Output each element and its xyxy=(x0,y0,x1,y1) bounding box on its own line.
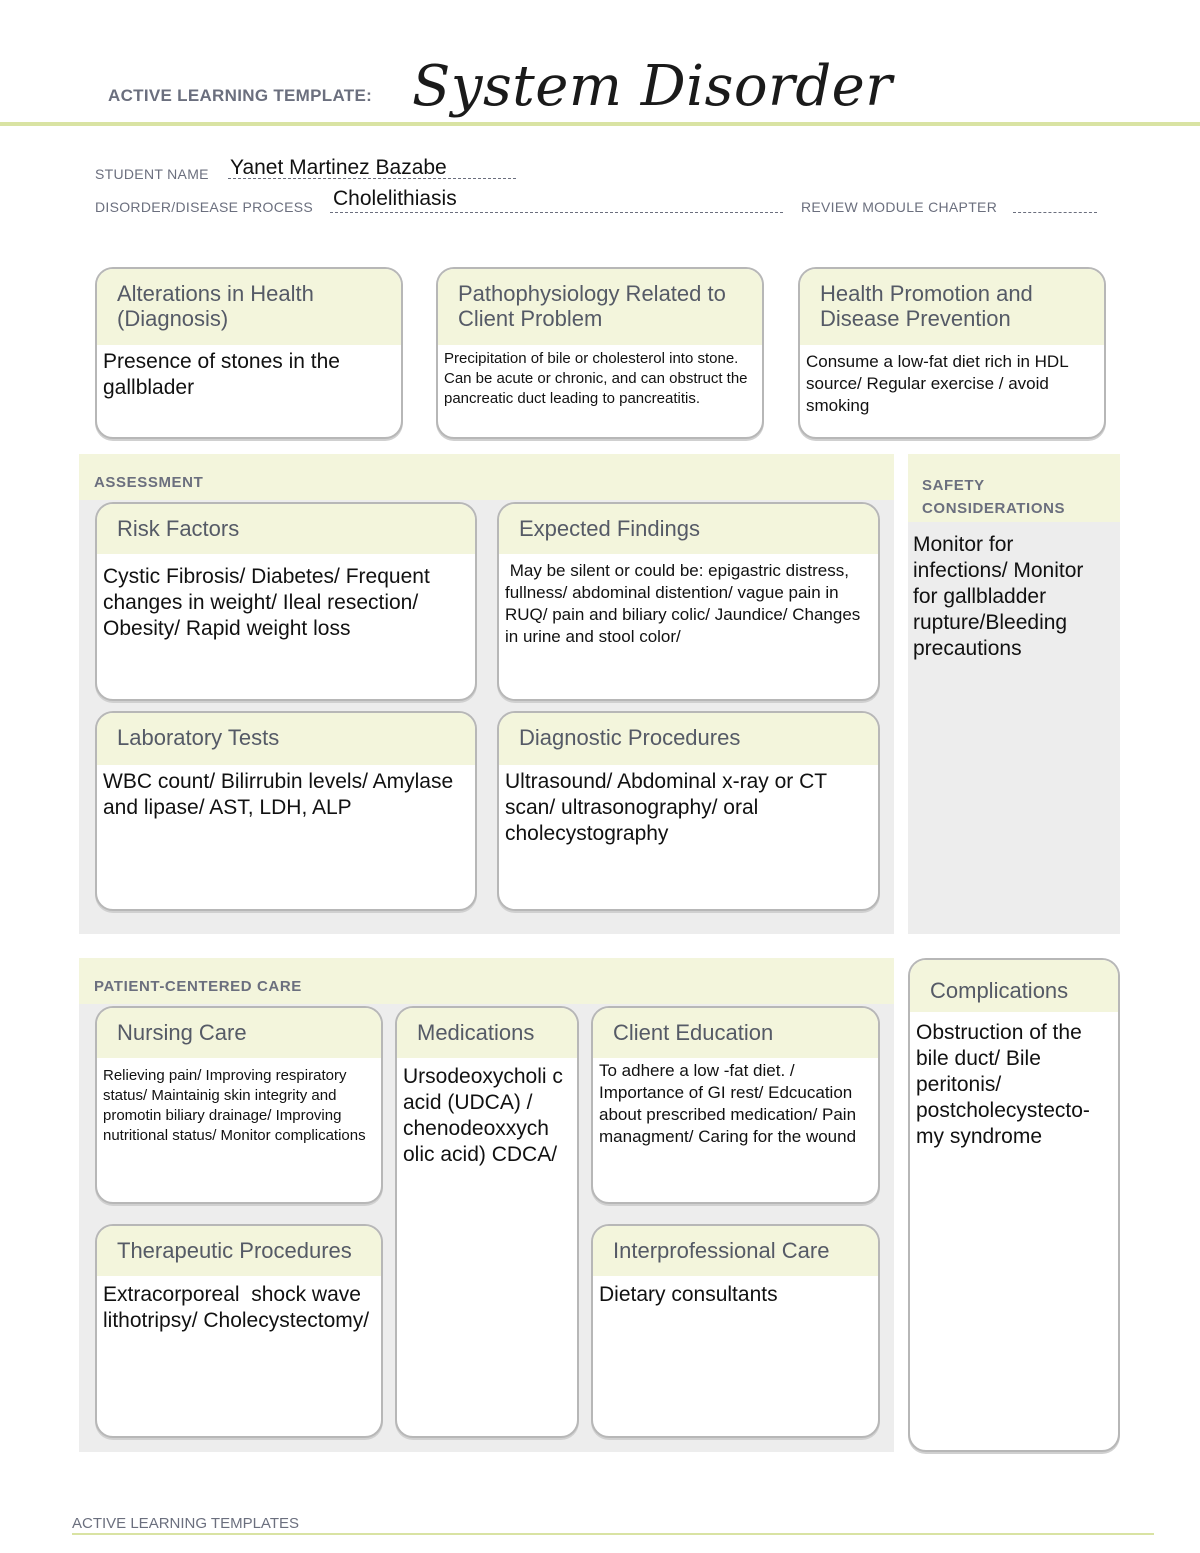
template-prefix: ACTIVE LEARNING TEMPLATE: xyxy=(108,86,373,105)
nursing-care-body[interactable]: Relieving pain/ Improving respiratory status/ Maintainig skin integrity and promotin biliary drainage/ Improving nutritional status/ Monitor complications xyxy=(103,1067,366,1144)
medications-box xyxy=(395,1006,579,1438)
alterations-body[interactable]: Presence of stones in the gallblader xyxy=(103,350,340,399)
interprofessional-care-title: Interprofessional Care xyxy=(593,1226,878,1276)
laboratory-tests-box xyxy=(95,711,477,911)
laboratory-tests-title: Laboratory Tests xyxy=(97,713,475,765)
disorder-field[interactable]: Cholelithiasis xyxy=(333,187,457,210)
pathophysiology-body[interactable]: Precipitation of bile or cholesterol into stone. Can be acute or chronic, and can obstruct the pancreatic duct leading to pancreatitis. xyxy=(444,350,748,407)
header-divider xyxy=(0,122,1200,126)
client-education-body[interactable]: To adhere a low -fat diet. / Importance of GI rest/ Edcucation about prescribed medication/ Pain managment/ Caring for the wound xyxy=(599,1061,857,1146)
footer-divider xyxy=(72,1533,1154,1535)
complications-box xyxy=(908,958,1120,1452)
alterations-title: Alterations in Health (Diagnosis) xyxy=(97,269,401,345)
footer-text: ACTIVE LEARNING TEMPLATES xyxy=(72,1515,299,1532)
interprofessional-care-box xyxy=(591,1224,880,1438)
client-education-title: Client Education xyxy=(593,1008,878,1058)
page-title: System Disorder xyxy=(412,54,893,119)
medications-title: Medications xyxy=(397,1008,577,1058)
disorder-label: DISORDER/DISEASE PROCESS xyxy=(95,199,314,215)
complications-body[interactable]: Obstruction of the bile duct/ Bile peritonis/ postcholecystecto-my syndrome xyxy=(916,1021,1090,1148)
pathophysiology-box xyxy=(436,267,764,439)
nursing-care-title: Nursing Care xyxy=(97,1008,381,1058)
risk-factors-body[interactable]: Cystic Fibrosis/ Diabetes/ Frequent changes in weight/ Ileal resection/ Obesity/ Rapid weight loss xyxy=(103,565,430,640)
safety-label: SAFETY CONSIDERATIONS xyxy=(922,477,1066,517)
expected-findings-box xyxy=(497,502,880,701)
expected-findings-title: Expected Findings xyxy=(499,504,878,554)
medications-body[interactable]: Ursodeoxycholi c acid (UDCA) / chenodeoxxych olic acid) CDCA/ xyxy=(403,1065,563,1166)
client-education-box xyxy=(591,1006,880,1204)
diagnostic-procedures-body[interactable]: Ultrasound/ Abdominal x-ray or CT scan/ ultrasonography/ oral cholecystography xyxy=(505,770,827,845)
alterations-box xyxy=(95,267,403,439)
disorder-line xyxy=(330,212,783,213)
risk-factors-box xyxy=(95,502,477,701)
safety-body[interactable]: Monitor for infections/ Monitor for gallbladder rupture/Bleeding precautions xyxy=(913,533,1084,660)
patient-care-label: PATIENT-CENTERED CARE xyxy=(94,978,302,995)
expected-findings-body[interactable]: May be silent or could be: epigastric distress, fullness/ abdominal distention/ vague pain in RUQ/ pain and biliary colic/ Jaundice/ Changes in urine and stool color/ xyxy=(505,561,866,646)
nursing-care-box xyxy=(95,1006,383,1204)
interprofessional-care-body[interactable]: Dietary consultants xyxy=(599,1283,778,1306)
health-promotion-box xyxy=(798,267,1106,439)
health-promotion-title: Health Promotion and Disease Prevention xyxy=(800,269,1104,345)
therapeutic-procedures-box xyxy=(95,1224,383,1438)
pathophysiology-title: Pathophysiology Related to Client Problem xyxy=(438,269,762,345)
diagnostic-procedures-title: Diagnostic Procedures xyxy=(499,713,878,765)
review-module-label: REVIEW MODULE CHAPTER xyxy=(801,199,998,215)
student-name-label: STUDENT NAME xyxy=(95,166,209,182)
diagnostic-procedures-box xyxy=(497,711,880,911)
review-module-line xyxy=(1013,212,1097,213)
safety-panel xyxy=(908,454,1120,934)
risk-factors-title: Risk Factors xyxy=(97,504,475,554)
laboratory-tests-body[interactable]: WBC count/ Bilirrubin levels/ Amylase and lipase/ AST, LDH, ALP xyxy=(103,770,454,819)
health-promotion-body[interactable]: Consume a low-fat diet rich in HDL source/ Regular exercise / avoid smoking xyxy=(806,352,1069,415)
student-name-field[interactable]: Yanet Martinez Bazabe xyxy=(230,156,447,179)
complications-title: Complications xyxy=(910,960,1118,1012)
therapeutic-procedures-title: Therapeutic Procedures xyxy=(97,1226,381,1276)
therapeutic-procedures-body[interactable]: Extracorporeal shock wave lithotripsy/ Cholecystectomy/ xyxy=(103,1283,370,1332)
assessment-label: ASSESSMENT xyxy=(94,474,204,491)
